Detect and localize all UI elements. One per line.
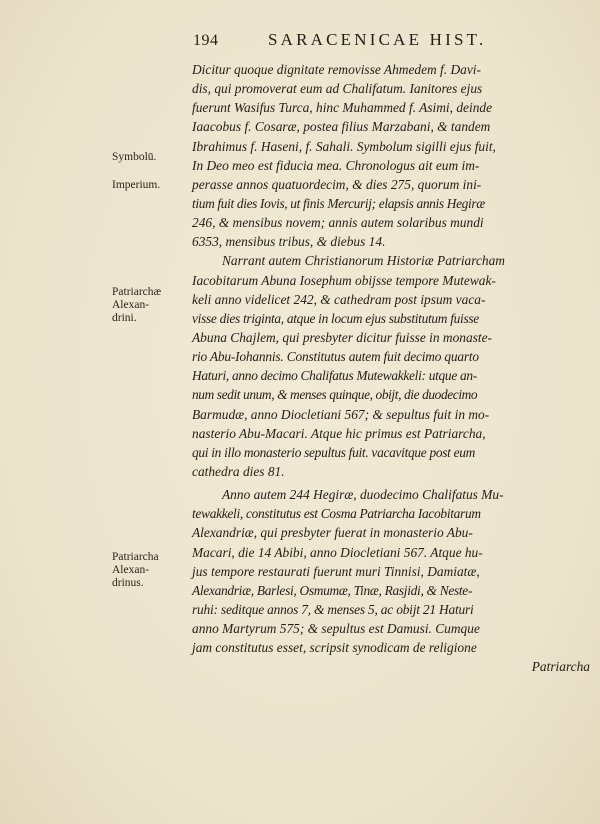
text-line: dis, qui promoverat eum ad Chalifatum. Ianitores ejus bbox=[192, 81, 483, 97]
running-title: SARACENICAE HIST. bbox=[268, 30, 487, 49]
text-line: Anno autem 244 Hegiræ, duodecimo Chalifatus Mu- bbox=[222, 487, 504, 503]
margin-note-line: drinus. bbox=[112, 577, 144, 589]
text-line: Abuna Chajlem, qui presbyter dicitur fuisse in monaste- bbox=[192, 329, 493, 345]
margin-note-patriarcha bbox=[112, 551, 190, 590]
text-line: Barmudæ, anno Diocletiani 567; & sepultus fuit in mo- bbox=[192, 406, 490, 422]
text-line: keli anno videlicet 242, & cathedram post ipsum vaca- bbox=[192, 291, 486, 307]
text-line: Narrant autem Christianorum Historiæ Patriarcham bbox=[222, 253, 505, 269]
body-text bbox=[192, 60, 592, 677]
text-line: Dicitur quoque dignitate removisse Ahmedem f. Davi- bbox=[192, 62, 481, 77]
text-line: In Deo meo est fiducia mea. Chronologus ait eum im- bbox=[192, 157, 480, 173]
text-line: visse dies triginta, atque in locum ejus substitutum fuisse bbox=[192, 310, 479, 326]
margin-note-imperium bbox=[112, 179, 190, 192]
page-number: 194 bbox=[193, 32, 219, 49]
text-line: 6353, mensibus tribus, & diebus 14. bbox=[192, 234, 386, 250]
text-line: Ibrahimus f. Haseni, f. Sahali. Symbolum sigilli ejus fuit, bbox=[192, 138, 496, 154]
text-line: Alexandriæ, Barlesi, Osmumæ, Tinæ, Rasjidi, & Neste- bbox=[192, 582, 473, 598]
page-header bbox=[0, 30, 600, 54]
text-line: tewakkeli, constitutus est Cosma Patriarcha Iacobitarum bbox=[192, 506, 481, 522]
text-line: cathedra dies 81. bbox=[192, 463, 285, 479]
text-line: perasse annos quatuordecim, & dies 275, quorum ini- bbox=[192, 176, 482, 192]
margin-note-line: Patriarchæ bbox=[112, 286, 162, 298]
margin-note-line: Alexan- bbox=[112, 564, 150, 576]
text-line: ruhi: seditque annos 7, & menses 5, ac obijt 21 Haturi bbox=[192, 601, 474, 617]
text-line: qui in illo monasterio sepultus fuit. vacavitque post eum bbox=[192, 444, 476, 460]
text-line: jam constitutus esset, scripsit synodicam de religione bbox=[192, 640, 477, 656]
margin-note-line: Symbolū. bbox=[112, 151, 157, 163]
text-line: Iaacobus f. Cosaræ, postea filius Marzabani, & tandem bbox=[192, 119, 491, 135]
catchword: Patriarcha bbox=[531, 659, 590, 675]
margin-note-line: Patriarcha bbox=[112, 551, 159, 563]
text-line: Alexandriæ, qui presbyter fuerat in monasterio Abu- bbox=[192, 525, 473, 541]
text-line: num sedit unum, & menses quinque, obijt, die duodecimo bbox=[192, 387, 478, 403]
text-line: Iacobitarum Abuna Iosephum obijsse tempore Mutewak- bbox=[192, 272, 496, 288]
text-line: nasterio Abu-Macari. Atque hic primus est Patriarcha, bbox=[192, 425, 486, 441]
text-line: rio Abu-Iohannis. Constitutus autem fuit decimo quarto bbox=[192, 349, 479, 365]
text-line: Haturi, anno decimo Chalifatus Mutewakkeli: utque an- bbox=[192, 368, 477, 384]
margin-note-patriarchae bbox=[112, 286, 190, 325]
margin-note-line: drini. bbox=[112, 312, 137, 324]
text-line: anno Martyrum 575; & sepultus est Damusi. Cumque bbox=[192, 621, 480, 637]
text-line: 246, & mensibus novem; annis autem solaribus mundi bbox=[192, 215, 484, 231]
text-line: tium fuit dies Iovis, ut finis Mercurij; elapsis annis Hegiræ bbox=[192, 195, 485, 211]
margin-note-line: Imperium. bbox=[112, 179, 161, 191]
text-line: fuerunt Wasifus Turca, hinc Muhammed f. Asimi, deinde bbox=[192, 100, 493, 116]
text-line: Macari, die 14 Abibi, anno Diocletiani 567. Atque hu- bbox=[192, 544, 483, 560]
margin-note-symbolum bbox=[112, 151, 190, 164]
text-line: jus tempore restaurati fuerunt muri Tinnisi, Damiatæ, bbox=[192, 563, 480, 579]
margin-note-line: Alexan- bbox=[112, 299, 150, 311]
